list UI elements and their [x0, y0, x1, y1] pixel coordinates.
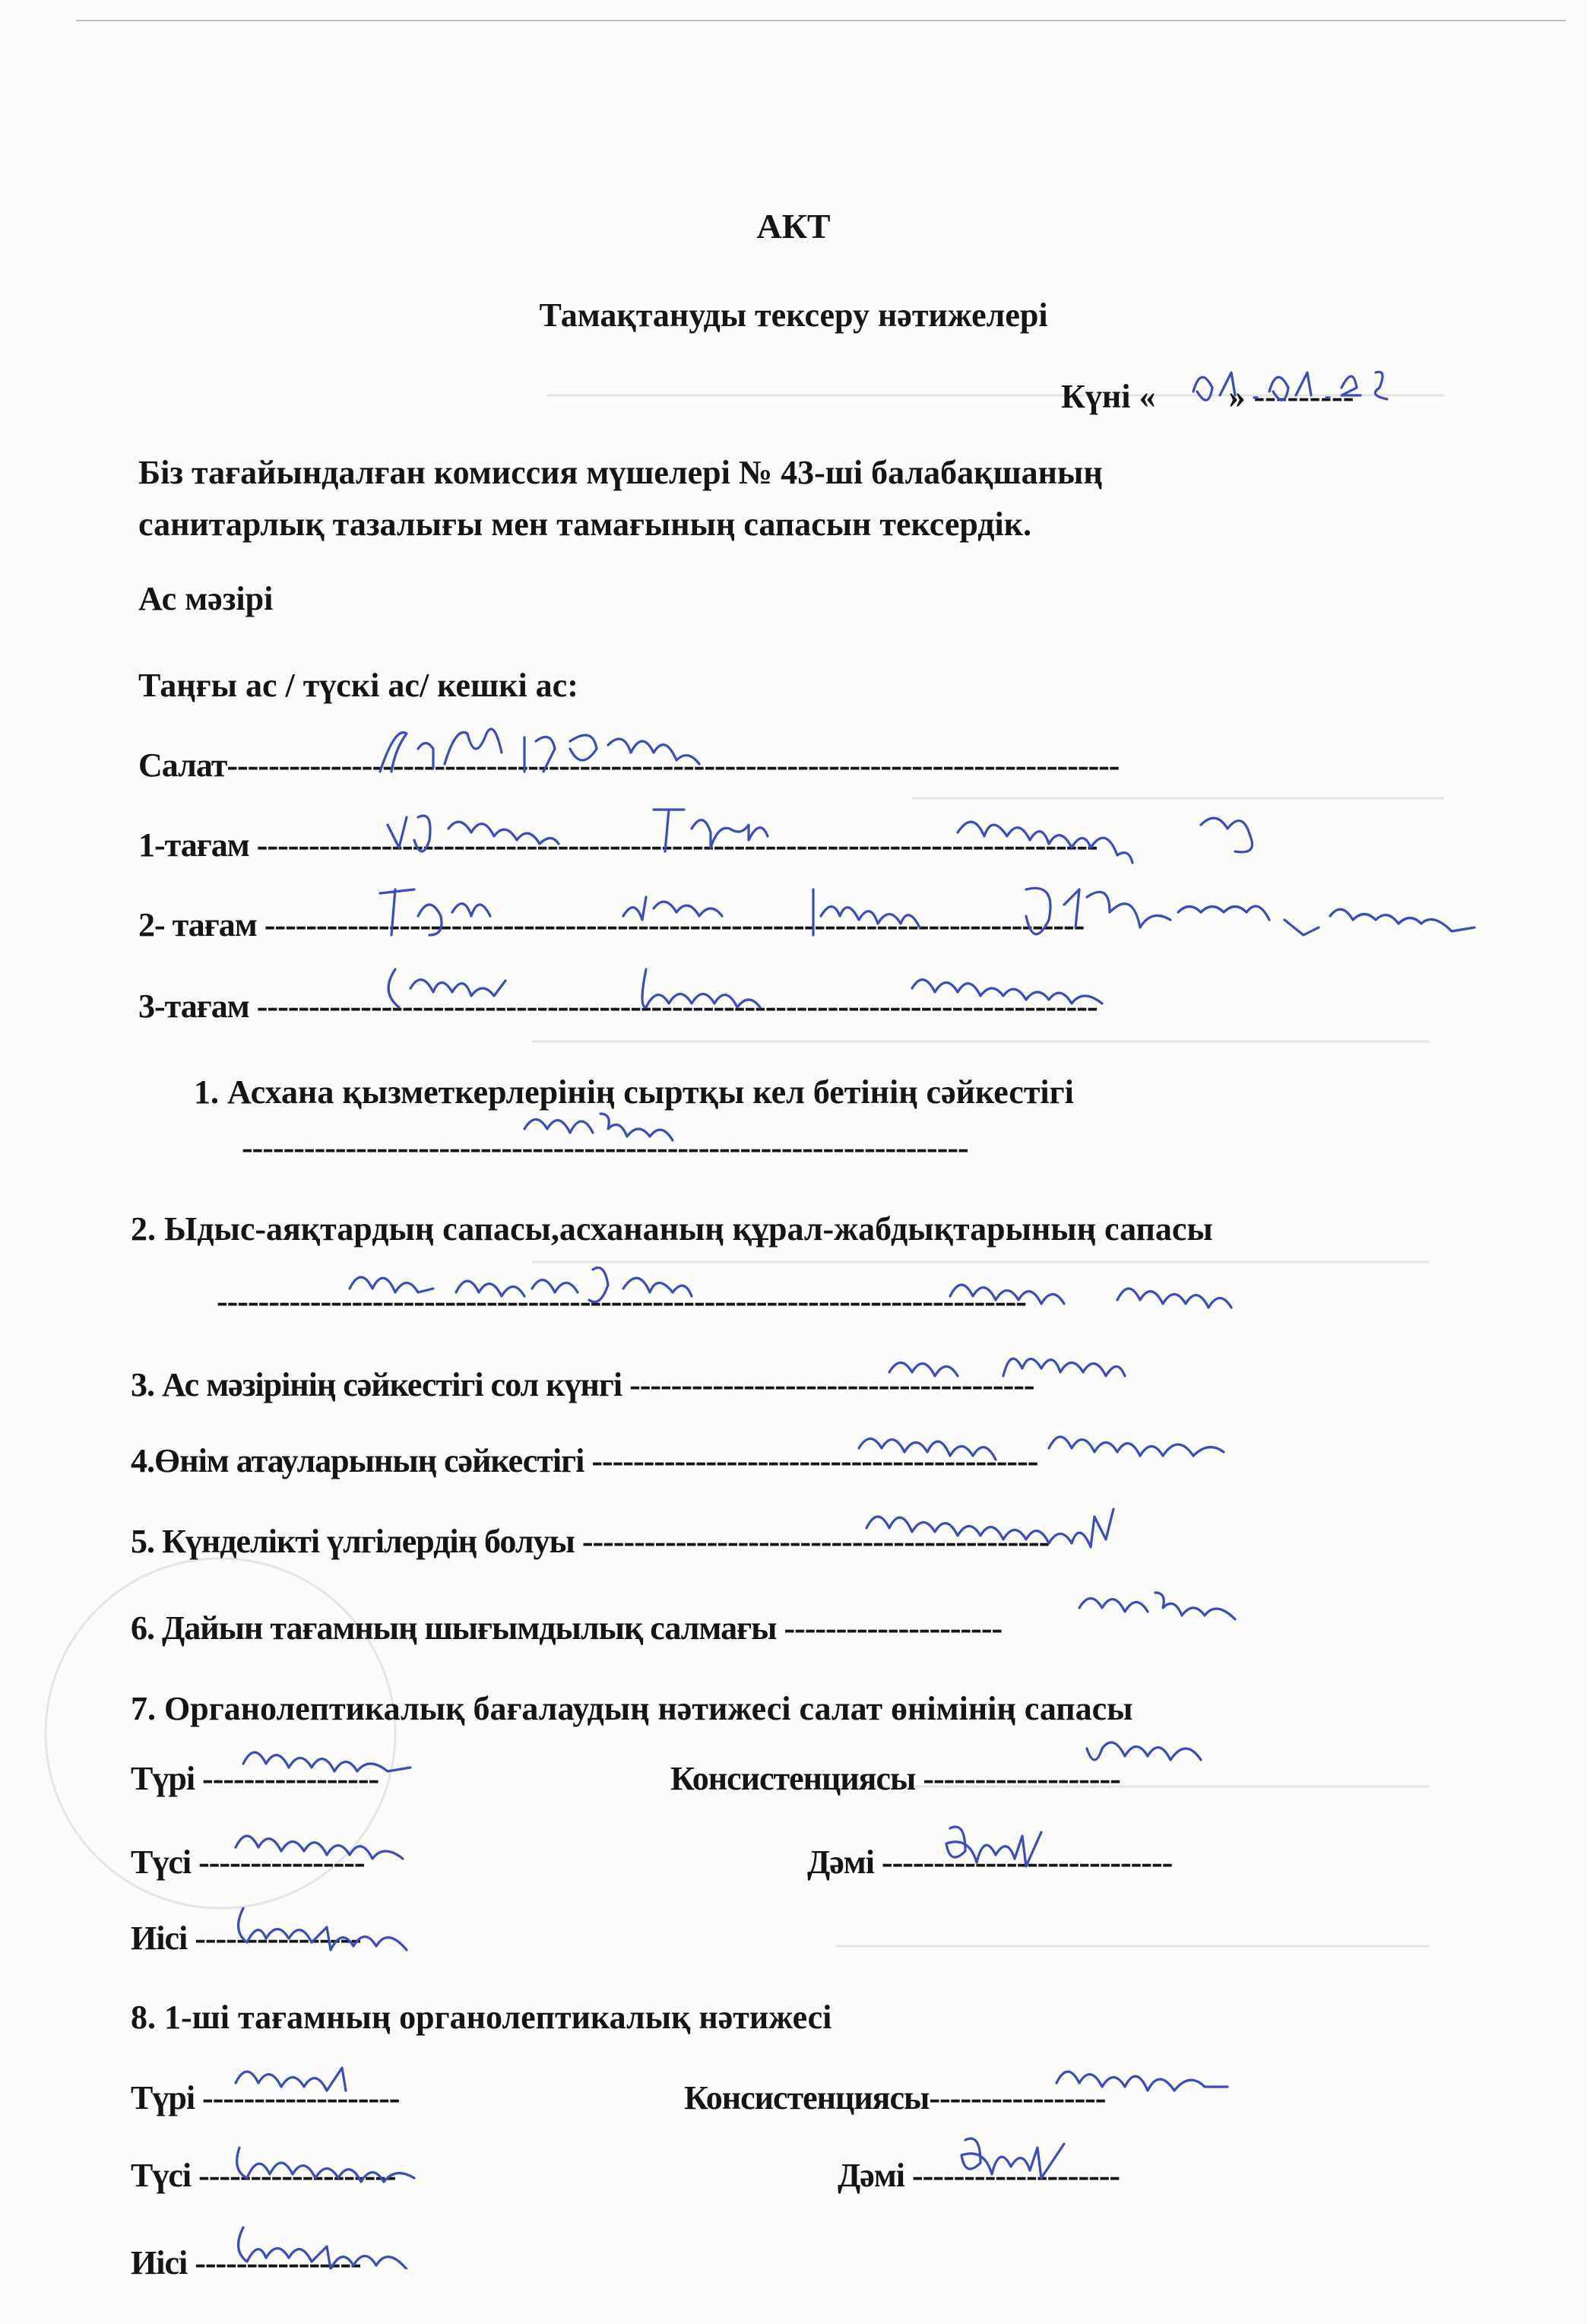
check-item-5-row: 5. Күнделікті үлгілердің болуы ---------------------------------------------: [131, 1523, 1050, 1560]
check-item-6: 6. Дайын тағамның шығымдылық салмағы: [131, 1609, 777, 1647]
dish2-row: 2- тағам -------------------------------------------------------------------------------: [138, 906, 1085, 943]
dish3-row: 3-тағам ---------------------------------------------------------------------------------: [138, 988, 1098, 1025]
s7-taste-row: Дәмі ----------------------------: [807, 1844, 1173, 1881]
check-item-4: 4.Өнім атауларының сәйкестігі: [131, 1442, 584, 1479]
check-item-8: 8. 1-ші тағамның органолептикалық нәтижесі: [131, 1999, 832, 2036]
s7-color-label: Түсі: [131, 1844, 192, 1881]
s8-taste-row: Дәмі --------------------: [838, 2157, 1120, 2194]
check-item-6-row: 6. Дайын тағамның шығымдылық салмағы ---------------------: [131, 1609, 1003, 1647]
dish3-label: 3-тағам: [138, 988, 249, 1025]
s8-color-label: Түсі: [131, 2157, 192, 2194]
salad-label: Салат: [138, 747, 227, 784]
intro-line-2: санитарлық тазалығы мен тамағының сапасын тексердік.: [138, 506, 1032, 543]
check-item-2: 2. Ыдыс-аяқтардың сапасы,асхананың құрал-жабдықтарының сапасы: [131, 1210, 1213, 1248]
date-line: [1061, 380, 1354, 414]
s7-taste-label: Дәмі: [807, 1844, 874, 1881]
s8-smell-label: Иісі: [131, 2244, 188, 2281]
s8-consistency-row: Консистенциясы-----------------: [684, 2079, 1106, 2116]
document-title: АКТ: [756, 207, 831, 246]
dish1-row: 1-тағам ---------------------------------------------------------------------------------: [138, 826, 1098, 864]
check-item-1: 1. Асхана қызметкерлерінің сыртқы кел бетінің сәйкестігі: [194, 1073, 1074, 1111]
check-item-3-row: 3. Ас мәзірінің сәйкестігі сол күнгі ---------------------------------------: [131, 1366, 1034, 1403]
item1-dashes: ----------------------------------------------------------------------: [242, 1129, 968, 1166]
s8-color-row: Түсі -------------------: [131, 2157, 396, 2194]
check-item-7: 7. Органолептикалық бағалаудың нәтижесі салат өнімінің сапасы: [131, 1690, 1133, 1727]
handwriting-item6: [1072, 1574, 1300, 1627]
s7-consistency-row: Консистенциясы -------------------: [670, 1760, 1120, 1797]
intro-line-1: Біз тағайындалған комиссия мүшелері № 43-ші балабақшаның: [138, 454, 1103, 491]
s8-taste-label: Дәмі: [838, 2157, 904, 2194]
scan-edge-line: [76, 20, 1566, 21]
salad-row: Салат--------------------------------------------------------------------------------------: [138, 747, 1120, 784]
s7-smell-row: Иісі ----------------: [131, 1920, 361, 1957]
s8-type-row: Түрі -------------------: [131, 2079, 400, 2116]
menu-heading: Ас мәзірі: [138, 580, 274, 617]
s8-type-label: Түрі: [131, 2079, 195, 2116]
item2-dashes: ------------------------------------------------------------------------------: [217, 1282, 1026, 1320]
dish2-label: 2- тағам: [138, 906, 257, 943]
document-subtitle: Тамақтануды тексеру нәтижелері: [539, 296, 1048, 334]
s7-type-row: Түрі -----------------: [131, 1760, 379, 1797]
check-item-4-row: 4.Өнім атауларының сәйкестігі -------------------------------------------: [131, 1442, 1038, 1479]
s7-smell-label: Иісі: [131, 1920, 188, 1957]
s8-consistency-label: Консистенциясы: [684, 2079, 930, 2116]
s8-smell-row: Иісі ----------------: [131, 2244, 361, 2281]
dish1-label: 1-тағам: [138, 826, 249, 864]
s7-consistency-label: Консистенциясы: [670, 1760, 916, 1797]
meal-types: Таңғы ас / түскі ас/ кешкі ас:: [138, 667, 578, 704]
date-label: Күні «: [1061, 378, 1156, 415]
date-dashes: » ---------: [1228, 378, 1354, 415]
check-item-3: 3. Ас мәзірінің сәйкестігі сол күнгі: [131, 1366, 622, 1403]
check-item-5: 5. Күнделікті үлгілердің болуы: [131, 1523, 575, 1560]
s7-type-label: Түрі: [131, 1760, 195, 1797]
s7-color-row: Түсі ----------------: [131, 1844, 365, 1881]
